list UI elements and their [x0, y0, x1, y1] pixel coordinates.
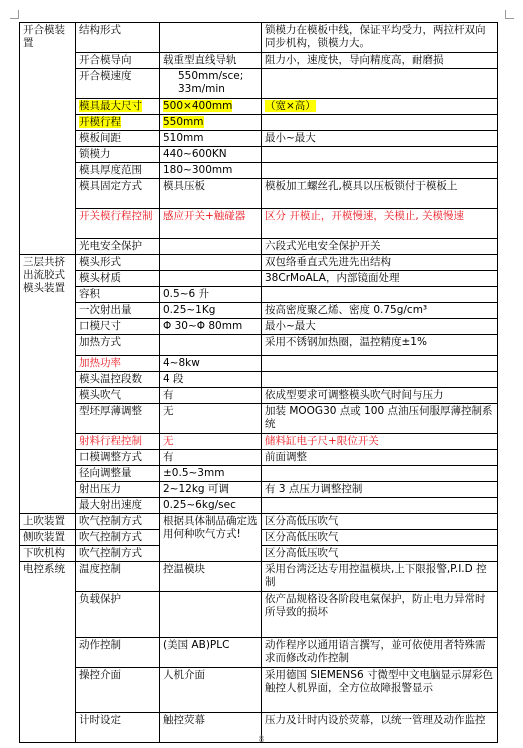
- item-cell: 加热功率: [76, 356, 160, 372]
- note-cell: 最小~最大: [262, 319, 498, 335]
- note-cell: [262, 356, 498, 372]
- note-cell: 依成型要求可调整模头吹气时间与压力: [262, 388, 498, 404]
- note-cell: [262, 498, 498, 514]
- note-cell: 采用台湾泛达专用控温模块,上下限报警,P.I.D 控制: [262, 562, 498, 592]
- spec-cell: 440~600KN: [160, 147, 262, 163]
- note-cell: 区分高低压吹气: [262, 530, 498, 546]
- item-cell: 吹气控制方式: [76, 514, 160, 530]
- table-row: [20, 69, 498, 99]
- note-cell: [262, 147, 498, 163]
- table-row: [20, 404, 498, 434]
- spec-cell: [160, 255, 262, 271]
- table-row: [20, 668, 498, 713]
- spec-table: [19, 22, 498, 743]
- item-cell: 型坯厚薄调整: [76, 404, 160, 434]
- item-cell: 模头形式: [76, 255, 160, 271]
- item-cell: 口模尺寸: [76, 319, 160, 335]
- page-number: 8: [258, 735, 265, 745]
- item-cell: 操控介面: [76, 668, 160, 713]
- spec-cell: Φ 30~Φ 80mm: [160, 319, 262, 335]
- table-row: [20, 450, 498, 466]
- spec-cell: 触控荧幕: [160, 713, 262, 743]
- item-cell: 温度控制: [76, 562, 160, 592]
- spec-cell: 人机介面: [160, 668, 262, 713]
- table-row: [20, 209, 498, 239]
- item-cell: 容积: [76, 287, 160, 303]
- table-row: [20, 179, 498, 209]
- spec-cell: 500×400mm: [160, 99, 262, 115]
- note-cell: 锁模力在模板中线，保证平均受力，两拉杆双向同步机构，锁模力大。: [262, 23, 498, 53]
- item-cell: 最大射出速度: [76, 498, 160, 514]
- item-cell: 模具厚度范围: [76, 163, 160, 179]
- category-cell: 上吹装置: [20, 514, 76, 530]
- item-cell: 开模行程: [76, 115, 160, 131]
- note-cell: 模板加工螺丝孔,模具以压板锁付于模板上: [262, 179, 498, 209]
- spec-cell: ±0.5~3mm: [160, 466, 262, 482]
- item-cell: 模具固定方式: [76, 179, 160, 209]
- note-cell: 有 3 点压力调整控制: [262, 482, 498, 498]
- item-cell: 开合模导向: [76, 53, 160, 69]
- spec-cell: [160, 592, 262, 638]
- spec-cell: 根据具体制品确定选用何种吹气方式!: [160, 514, 262, 562]
- note-cell: 阻力小，速度快，导向精度高，耐磨损: [262, 53, 498, 69]
- note-cell: 区分 开模止，开模慢速，关模止, 关模慢速: [262, 209, 498, 239]
- table-row: [20, 271, 498, 287]
- spec-cell: (美国 AB)PLC: [160, 638, 262, 668]
- table-row: [20, 592, 498, 638]
- note-cell: 区分高低压吹气: [262, 514, 498, 530]
- item-cell: 开关模行程控制: [76, 209, 160, 239]
- table-row: [20, 356, 498, 372]
- note-cell: 按高密度聚乙烯、密度 0.75g/cm³: [262, 303, 498, 319]
- note-cell: 压力及计时内设於荧幕，以统一管理及动作监控: [262, 713, 498, 743]
- note-cell: 依产品规格设各阶段电氣保护，防止电力异常时所导致的损坏: [262, 592, 498, 638]
- table-row: [20, 562, 498, 592]
- spec-cell: 550mm/sce; 33m/min: [160, 69, 262, 99]
- table-row: [20, 388, 498, 404]
- note-cell: （宽×高）: [262, 99, 498, 115]
- item-cell: 射料行程控制: [76, 434, 160, 450]
- item-cell: 开合模速度: [76, 69, 160, 99]
- item-cell: 模头温控段数: [76, 372, 160, 388]
- table-row: [20, 99, 498, 115]
- table-row: [20, 466, 498, 482]
- note-cell: 六段式光电安全保护开关: [262, 239, 498, 255]
- item-cell: 射出压力: [76, 482, 160, 498]
- table-row: [20, 239, 498, 255]
- spec-cell: 载重型直线导轨: [160, 53, 262, 69]
- table-row: [20, 514, 498, 530]
- table-row: [20, 23, 498, 53]
- note-cell: 储料缸电子尺+限位开关: [262, 434, 498, 450]
- table-row: [20, 147, 498, 163]
- category-cell: 电控系统: [20, 562, 76, 743]
- category-cell: 三层共挤出流胶式模头装置: [20, 255, 76, 514]
- spec-cell: [160, 271, 262, 287]
- item-cell: 模头材质: [76, 271, 160, 287]
- spec-cell: 模具压板: [160, 179, 262, 209]
- table-row: [20, 482, 498, 498]
- item-cell: 加热方式: [76, 335, 160, 356]
- spec-cell: 无: [160, 404, 262, 434]
- spec-cell: 无: [160, 434, 262, 450]
- note-cell: 双包络垂直式先进先出结构: [262, 255, 498, 271]
- table-row: [20, 498, 498, 514]
- spec-cell: 0.25~6kg/sec: [160, 498, 262, 514]
- item-cell: 模板间距: [76, 131, 160, 147]
- spec-cell: 0.5~6 升: [160, 287, 262, 303]
- item-cell: 模头吹气: [76, 388, 160, 404]
- spec-cell: 4 段: [160, 372, 262, 388]
- table-row: [20, 319, 498, 335]
- item-cell: 模具最大尺寸: [76, 99, 160, 115]
- table-row: [20, 372, 498, 388]
- spec-cell: [160, 23, 262, 53]
- note-cell: 最小~最大: [262, 131, 498, 147]
- item-cell: 动作控制: [76, 638, 160, 668]
- spec-cell: [160, 239, 262, 255]
- category-cell: 开合模装置: [20, 23, 76, 255]
- spec-cell: 感应开关+触碰器: [160, 209, 262, 239]
- spec-cell: 4~8kw: [160, 356, 262, 372]
- spec-cell: 550mm: [160, 115, 262, 131]
- item-cell: 口模调整方式: [76, 450, 160, 466]
- spec-cell: [160, 335, 262, 356]
- note-cell: [262, 69, 498, 99]
- note-cell: [262, 287, 498, 303]
- note-cell: 动作程序以通用语言撰写，並可依使用者特殊需求而修改动作控制: [262, 638, 498, 668]
- note-cell: [262, 115, 498, 131]
- spec-cell: 0.25~1Kg: [160, 303, 262, 319]
- note-cell: 38CrMoALA，内部镜面处理: [262, 271, 498, 287]
- table-row: [20, 131, 498, 147]
- item-cell: 计时设定: [76, 713, 160, 743]
- table-row: [20, 434, 498, 450]
- item-cell: 负载保护: [76, 592, 160, 638]
- crop-mark-top-right: [505, 10, 514, 19]
- category-cell: 下吹机构: [20, 546, 76, 562]
- item-cell: 吹气控制方式: [76, 546, 160, 562]
- spec-cell: 控温模块: [160, 562, 262, 592]
- spec-cell: 2~12kg 可调: [160, 482, 262, 498]
- spec-cell: 有: [160, 388, 262, 404]
- item-cell: 锁模力: [76, 147, 160, 163]
- note-cell: [262, 163, 498, 179]
- table-row: [20, 638, 498, 668]
- spec-cell: 510mm: [160, 131, 262, 147]
- table-row: [20, 53, 498, 69]
- item-cell: 光电安全保护: [76, 239, 160, 255]
- table-row: [20, 255, 498, 271]
- table-row: [20, 287, 498, 303]
- item-cell: 一次射出量: [76, 303, 160, 319]
- note-cell: 采用不锈钢加热圈，温控精度±1%: [262, 335, 498, 356]
- item-cell: 径向调整量: [76, 466, 160, 482]
- note-cell: [262, 466, 498, 482]
- item-cell: 吹气控制方式: [76, 530, 160, 546]
- spec-cell: 有: [160, 450, 262, 466]
- category-cell: 侧吹装置: [20, 530, 76, 546]
- item-cell: 结构形式: [76, 23, 160, 53]
- crop-mark-top-left: [10, 10, 19, 19]
- note-cell: 区分高低压吹气: [262, 546, 498, 562]
- table-row: [20, 115, 498, 131]
- table-row: [20, 163, 498, 179]
- spec-cell: 180~300mm: [160, 163, 262, 179]
- table-row: [20, 335, 498, 356]
- note-cell: [262, 372, 498, 388]
- note-cell: 前面调整: [262, 450, 498, 466]
- note-cell: 采用德国 SIEMENS6 寸微型中文电脑显示屏彩色触控人机界面，全方位故障报警显示: [262, 668, 498, 713]
- table-row: [20, 303, 498, 319]
- note-cell: 加装 MOOG30 点或 100 点油压伺服厚薄控制系统: [262, 404, 498, 434]
